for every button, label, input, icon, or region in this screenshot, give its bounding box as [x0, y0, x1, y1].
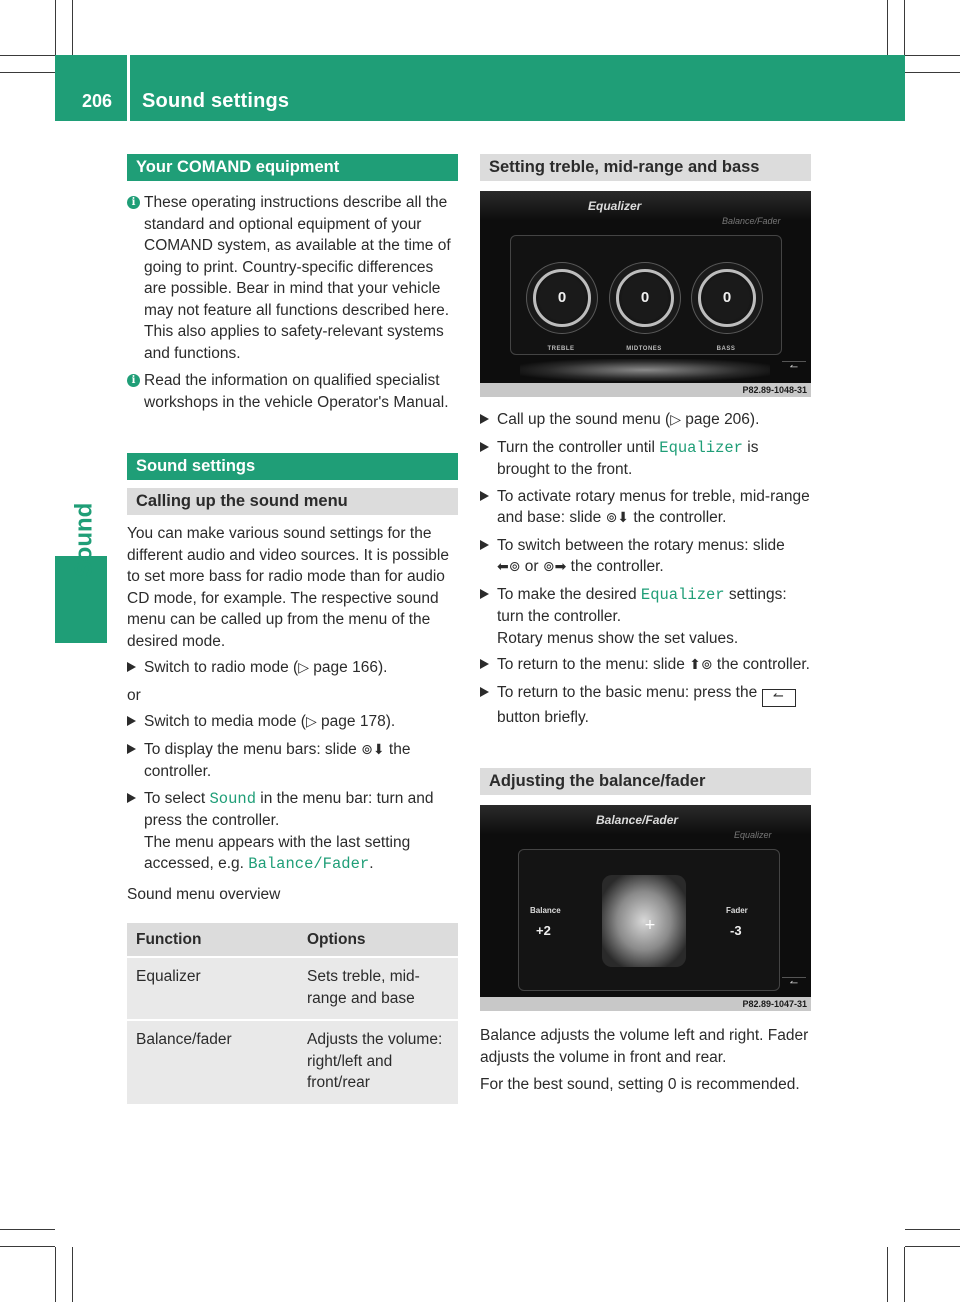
step-arrow-icon	[480, 491, 489, 501]
table-cell: Equalizer	[127, 957, 298, 1020]
table-row	[127, 957, 458, 1020]
step-item: To display the menu bars: slide ⊚⬇ the controller.	[127, 739, 458, 783]
page-ref-icon: ▷	[670, 412, 681, 428]
back-icon: ↼	[782, 361, 806, 374]
info-text: These operating instructions describe all the standard and optional equipment of your COMAND system, as available at the time of going to print. Country-specific differences are possible. Bear in mind that your vehicle may not feature all functions described here. This also applies to safety-relevant systems and functions.	[144, 194, 451, 362]
controller-slide-down-icon: ⊚⬇	[605, 510, 630, 526]
menu-code-balance-fader: Balance/Fader	[248, 855, 370, 873]
crop-mark	[0, 72, 55, 73]
step-arrow-icon	[480, 659, 489, 669]
step-item: To return to the basic menu: press the ↼ button briefly.	[480, 682, 811, 729]
table-header: Function	[127, 923, 298, 957]
step-arrow-icon	[480, 442, 489, 452]
back-button-icon: ↼	[762, 689, 796, 707]
step-arrow-icon	[480, 687, 489, 697]
or-text: or	[127, 686, 141, 704]
step-item: Call up the sound menu (▷ page 206).	[480, 409, 811, 432]
midtones-dial: 0	[616, 269, 674, 327]
image-code: P82.89-1048-31	[480, 383, 811, 397]
page-ref-icon: ▷	[305, 714, 317, 730]
page-number: 206	[82, 91, 113, 111]
crop-mark	[887, 0, 888, 55]
table-header: Options	[298, 923, 458, 957]
right-column	[480, 154, 811, 1096]
image-code: P82.89-1047-31	[480, 997, 811, 1011]
step-item: To switch between the rotary menus: slide ⬅⊚ or ⊚➡ the controller.	[480, 535, 811, 579]
controller-slide-down-icon: ⊚⬇	[361, 741, 385, 758]
info-icon: i	[127, 196, 140, 209]
crop-mark	[0, 1229, 55, 1230]
page-title: Sound settings	[142, 90, 290, 112]
screen-subtitle: Balance/Fader	[722, 216, 781, 226]
step-arrow-icon	[127, 793, 136, 803]
info-icon: i	[127, 374, 140, 387]
info-note	[127, 370, 458, 413]
side-tab-label: Sound	[70, 502, 98, 578]
step-arrow-icon	[127, 744, 136, 754]
sound-menu-table	[127, 923, 458, 1104]
info-text: Read the information on qualified specialist workshops in the vehicle Operator's Manual.	[144, 372, 449, 411]
crop-mark	[72, 0, 73, 55]
step-item: To activate rotary menus for treble, mid-range and base: slide ⊚⬇ the controller.	[480, 486, 811, 530]
table-header-row	[127, 923, 458, 957]
step-arrow-icon	[127, 716, 136, 726]
screen-title: Balance/Fader	[596, 813, 679, 827]
controller-slide-up-icon: ⬆⊚	[689, 657, 713, 673]
step-arrow-icon	[127, 662, 136, 672]
controller-slide-right-icon: ⊚➡	[542, 559, 567, 575]
step-item: Switch to media mode (▷ page 178).	[127, 711, 458, 734]
recommendation-text: For the best sound, setting 0 is recommended.	[480, 1076, 800, 1093]
intro-text: You can make various sound settings for the different audio and video sources. It is possible to set more bass for radio mode than for audio CD mode, for example. The respective sound menu can be called up from the menu of the desired mode.	[127, 525, 449, 650]
dial-label: TREBLE	[547, 346, 575, 352]
back-icon: ↼	[782, 977, 806, 990]
controller-slide-left-icon: ⬅⊚	[497, 559, 521, 575]
header-separator	[127, 55, 130, 121]
crop-mark	[904, 0, 905, 55]
bass-dial: 0	[698, 269, 756, 327]
crop-mark	[0, 55, 55, 56]
dial-label: BASS	[716, 346, 736, 352]
step-item: To make the desired Equalizer settings: turn the controller. Rotary menus show the set values.	[480, 584, 811, 650]
step-item: To return to the menu: slide ⬆⊚ the controller.	[480, 654, 811, 677]
step-arrow-icon	[480, 540, 489, 550]
calling-heading: Calling up the sound menu	[127, 488, 458, 515]
crop-mark	[72, 1247, 73, 1302]
step-item: To select Sound in the menu bar: turn and press the controller. The menu appears with the last setting accessed, e.g. Balance/Fader.	[127, 788, 458, 876]
table-cell: Balance/fader	[127, 1020, 298, 1104]
info-note	[127, 192, 458, 364]
fader-label: Fader	[726, 906, 748, 915]
step-item: Switch to radio mode (▷ page 166).	[127, 657, 458, 680]
crop-mark	[904, 1247, 905, 1302]
menu-code-sound: Sound	[209, 789, 256, 808]
balance-description: Balance adjusts the volume left and right. Fader adjusts the volume in front and rear.	[480, 1027, 809, 1066]
position-marker: +	[644, 917, 656, 933]
balance-label: Balance	[530, 906, 561, 915]
step-item: Turn the controller until Equalizer is brought to the front.	[480, 437, 811, 481]
table-cell: Sets treble, mid-range and base	[298, 957, 458, 1020]
sound-settings-heading: Sound settings	[127, 453, 458, 480]
crop-mark	[905, 72, 960, 73]
menu-code-equalizer: Equalizer	[659, 438, 743, 457]
page-ref-icon: ▷	[298, 660, 309, 676]
table-row	[127, 1020, 458, 1104]
crop-mark	[905, 1246, 960, 1247]
crop-mark	[55, 0, 56, 55]
fader-value: -3	[730, 923, 742, 938]
overview-caption: Sound menu overview	[127, 885, 281, 903]
treble-heading: Setting treble, mid-range and bass	[480, 154, 811, 181]
step-arrow-icon	[480, 414, 489, 424]
balance-fader-screenshot	[480, 805, 811, 1011]
dial-label: MIDTONES	[626, 346, 662, 352]
balance-value: +2	[536, 923, 551, 938]
crop-mark	[887, 1247, 888, 1302]
screen-title: Equalizer	[588, 199, 642, 213]
balance-heading: Adjusting the balance/fader	[480, 768, 811, 795]
screen-floor-glow	[520, 359, 770, 381]
treble-dial: 0	[533, 269, 591, 327]
menu-code-equalizer: Equalizer	[640, 585, 725, 604]
step-arrow-icon	[480, 589, 489, 599]
crop-mark	[0, 1246, 55, 1247]
equalizer-screenshot	[480, 191, 811, 397]
equipment-heading: Your COMAND equipment	[127, 154, 458, 181]
crop-mark	[55, 1247, 56, 1302]
table-cell: Adjusts the volume: right/left and front/rear	[298, 1020, 458, 1104]
crop-mark	[905, 1229, 960, 1230]
left-column	[127, 154, 458, 1104]
crop-mark	[905, 55, 960, 56]
screen-subtitle: Equalizer	[734, 830, 772, 840]
